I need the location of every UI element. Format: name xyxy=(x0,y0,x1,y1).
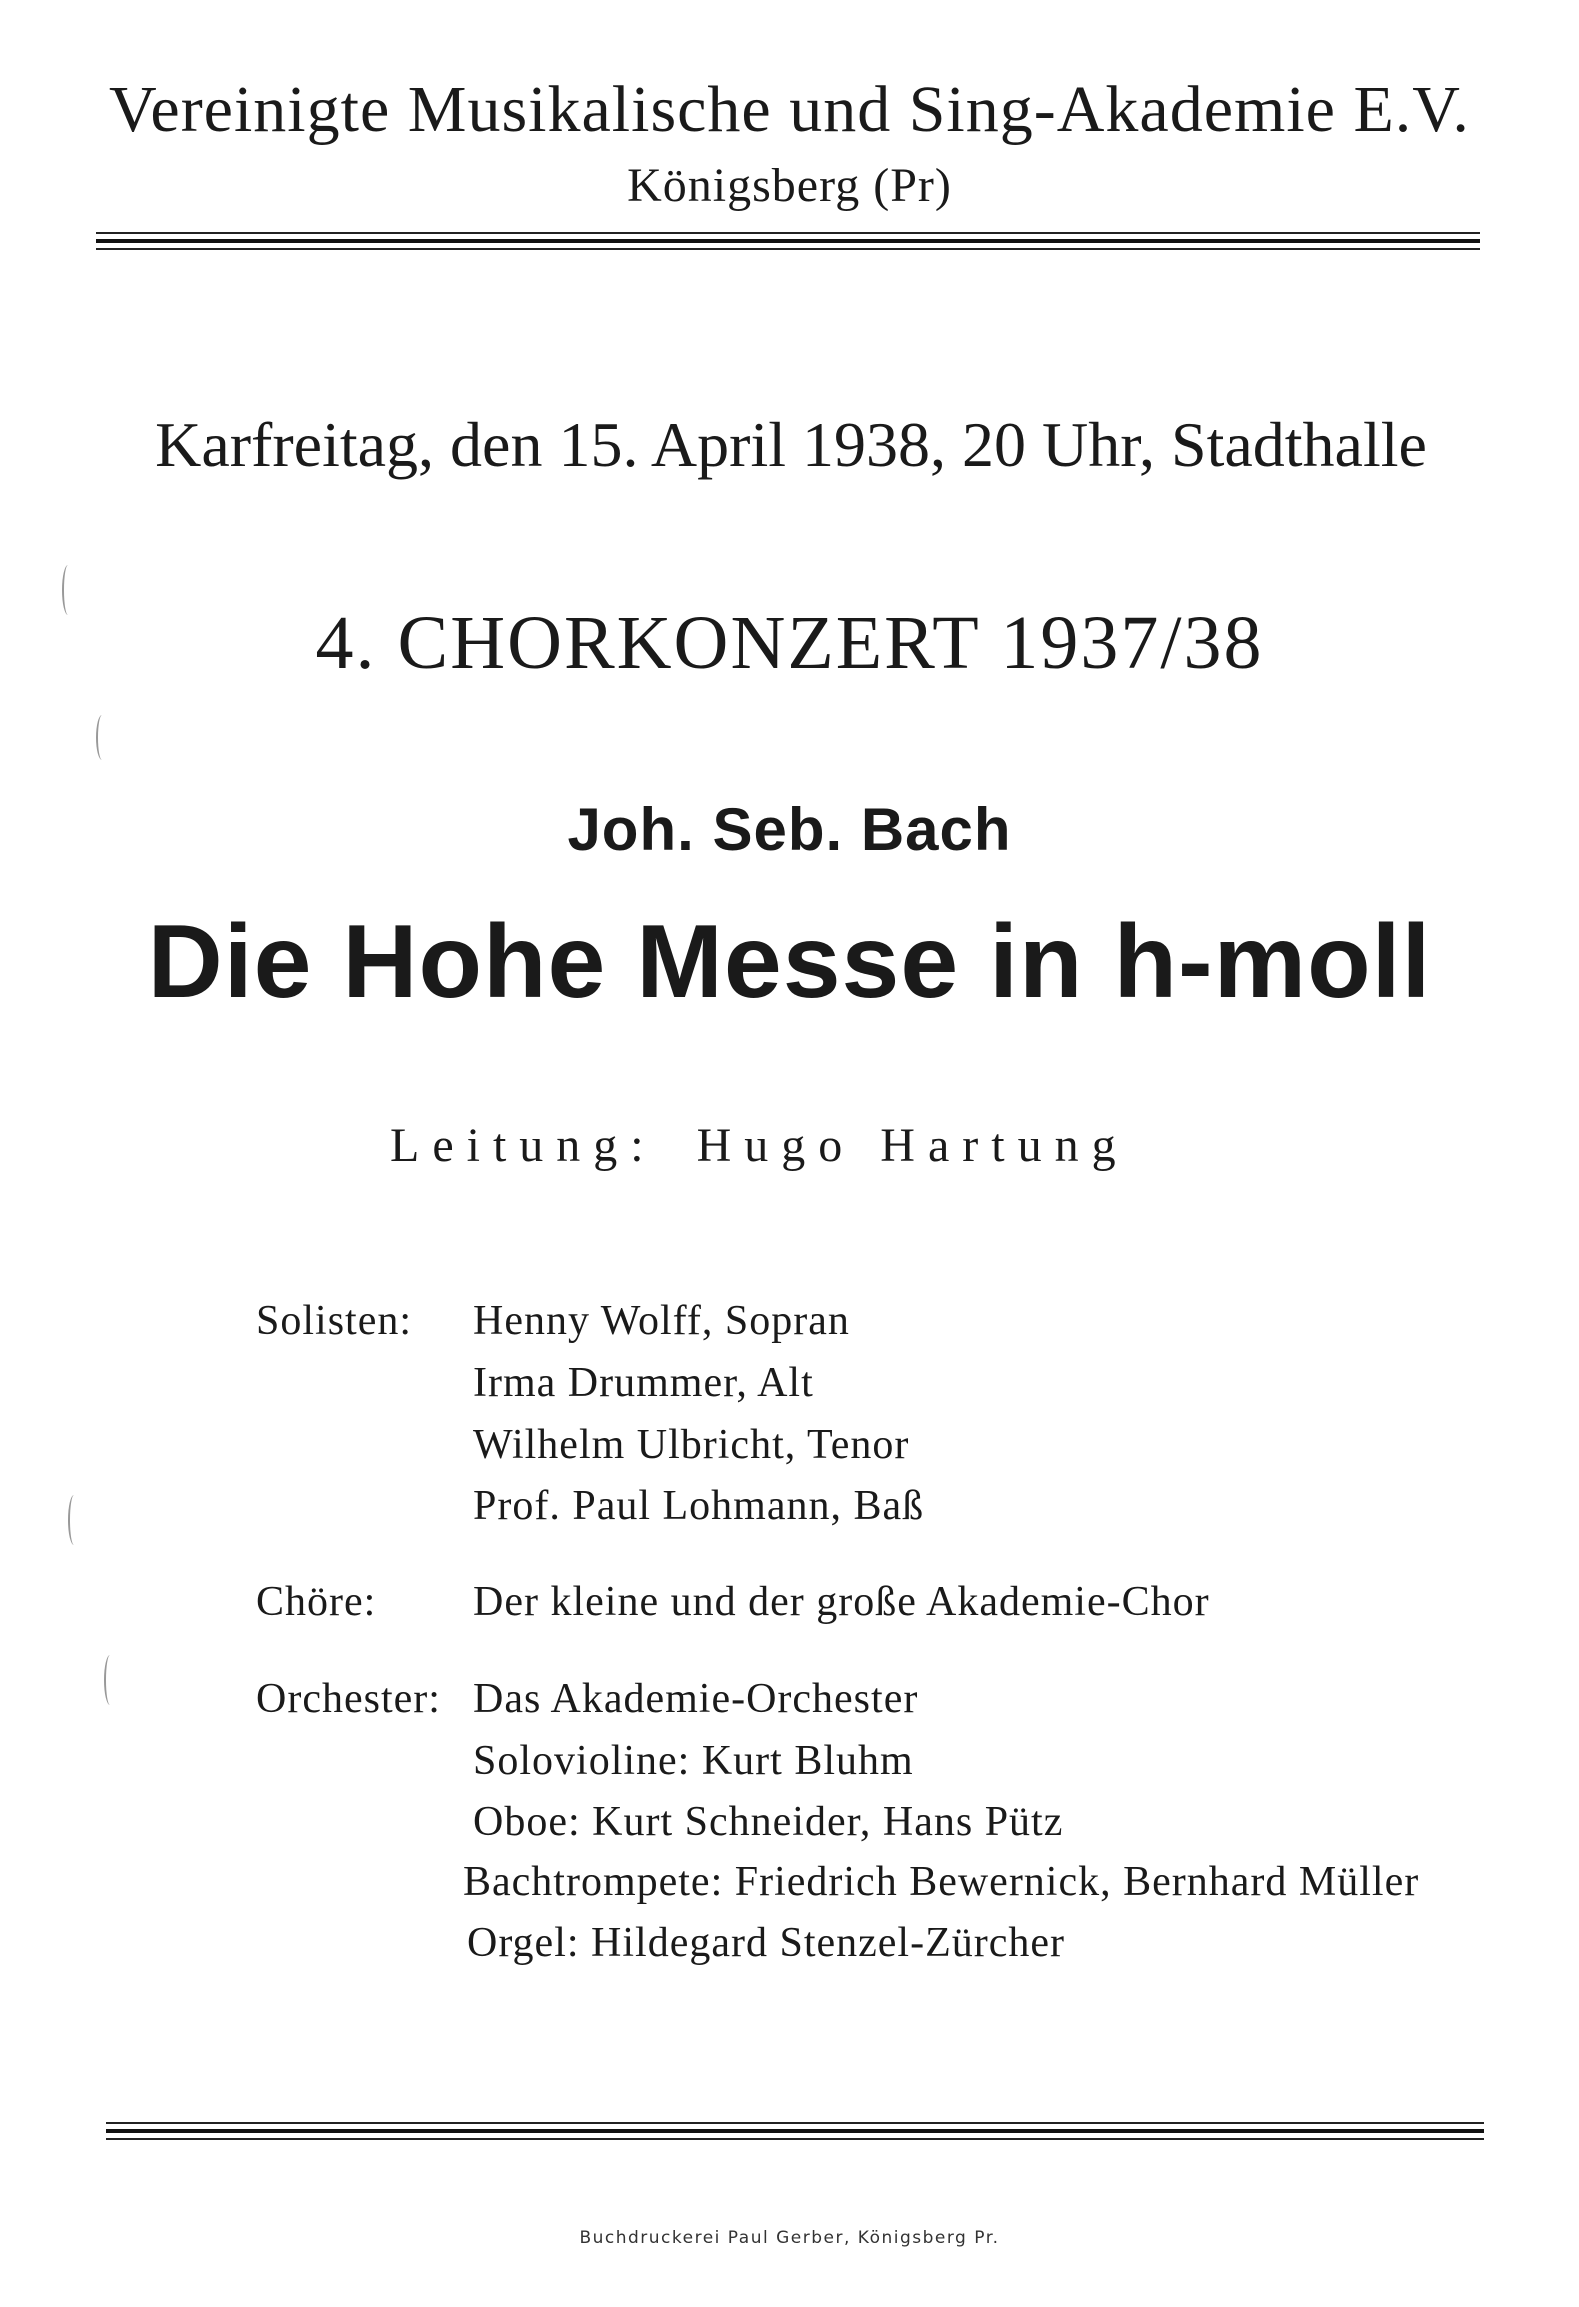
soloist-entry: Irma Drummer, Alt xyxy=(473,1360,814,1406)
orchestra-entry: Das Akademie-Orchester xyxy=(473,1676,919,1722)
printer-imprint: Buchdruckerei Paul Gerber, Königsberg Pr. xyxy=(579,2228,1000,2248)
orchestra-entry: Oboe: Kurt Schneider, Hans Pütz xyxy=(473,1799,1064,1845)
conductor-line xyxy=(390,1118,1129,1173)
concert-title: 4. CHORKONZERT 1937/38 xyxy=(315,601,1264,685)
punch-mark xyxy=(68,1495,80,1545)
soloists-label: Solisten: xyxy=(256,1298,413,1344)
composer-name: Joh. Seb. Bach xyxy=(567,796,1012,863)
conductor-label: Leitung: xyxy=(390,1119,657,1172)
event-date-line: Karfreitag, den 15. April 1938, 20 Uhr, Stadthalle xyxy=(155,409,1427,480)
work-title: Die Hohe Messe in h-moll xyxy=(147,904,1432,1020)
soloist-entry: Prof. Paul Lohmann, Baß xyxy=(473,1483,925,1529)
organization-city: Königsberg (Pr) xyxy=(627,159,952,212)
punch-mark xyxy=(62,565,74,615)
choir-entry: Der kleine und der große Akademie-Chor xyxy=(473,1579,1210,1625)
orchestra-entry: Bachtrompete: Friedrich Bewernick, Bernhard Müller xyxy=(463,1859,1420,1905)
punch-mark xyxy=(96,715,108,760)
header-divider xyxy=(96,232,1480,252)
soloist-entry: Wilhelm Ulbricht, Tenor xyxy=(473,1422,910,1468)
orchestra-label: Orchester: xyxy=(256,1676,441,1722)
footer-divider xyxy=(106,2122,1484,2142)
organization-name: Vereinigte Musikalische und Sing-Akademie E.V. xyxy=(109,73,1470,146)
conductor-name: Hugo Hartung xyxy=(696,1119,1129,1172)
choirs-label: Chöre: xyxy=(256,1579,377,1625)
orchestra-entry: Solovioline: Kurt Bluhm xyxy=(473,1738,914,1784)
orchestra-entry: Orgel: Hildegard Stenzel-Zürcher xyxy=(467,1920,1065,1966)
punch-mark xyxy=(104,1655,116,1705)
soloist-entry: Henny Wolff, Sopran xyxy=(473,1298,850,1344)
